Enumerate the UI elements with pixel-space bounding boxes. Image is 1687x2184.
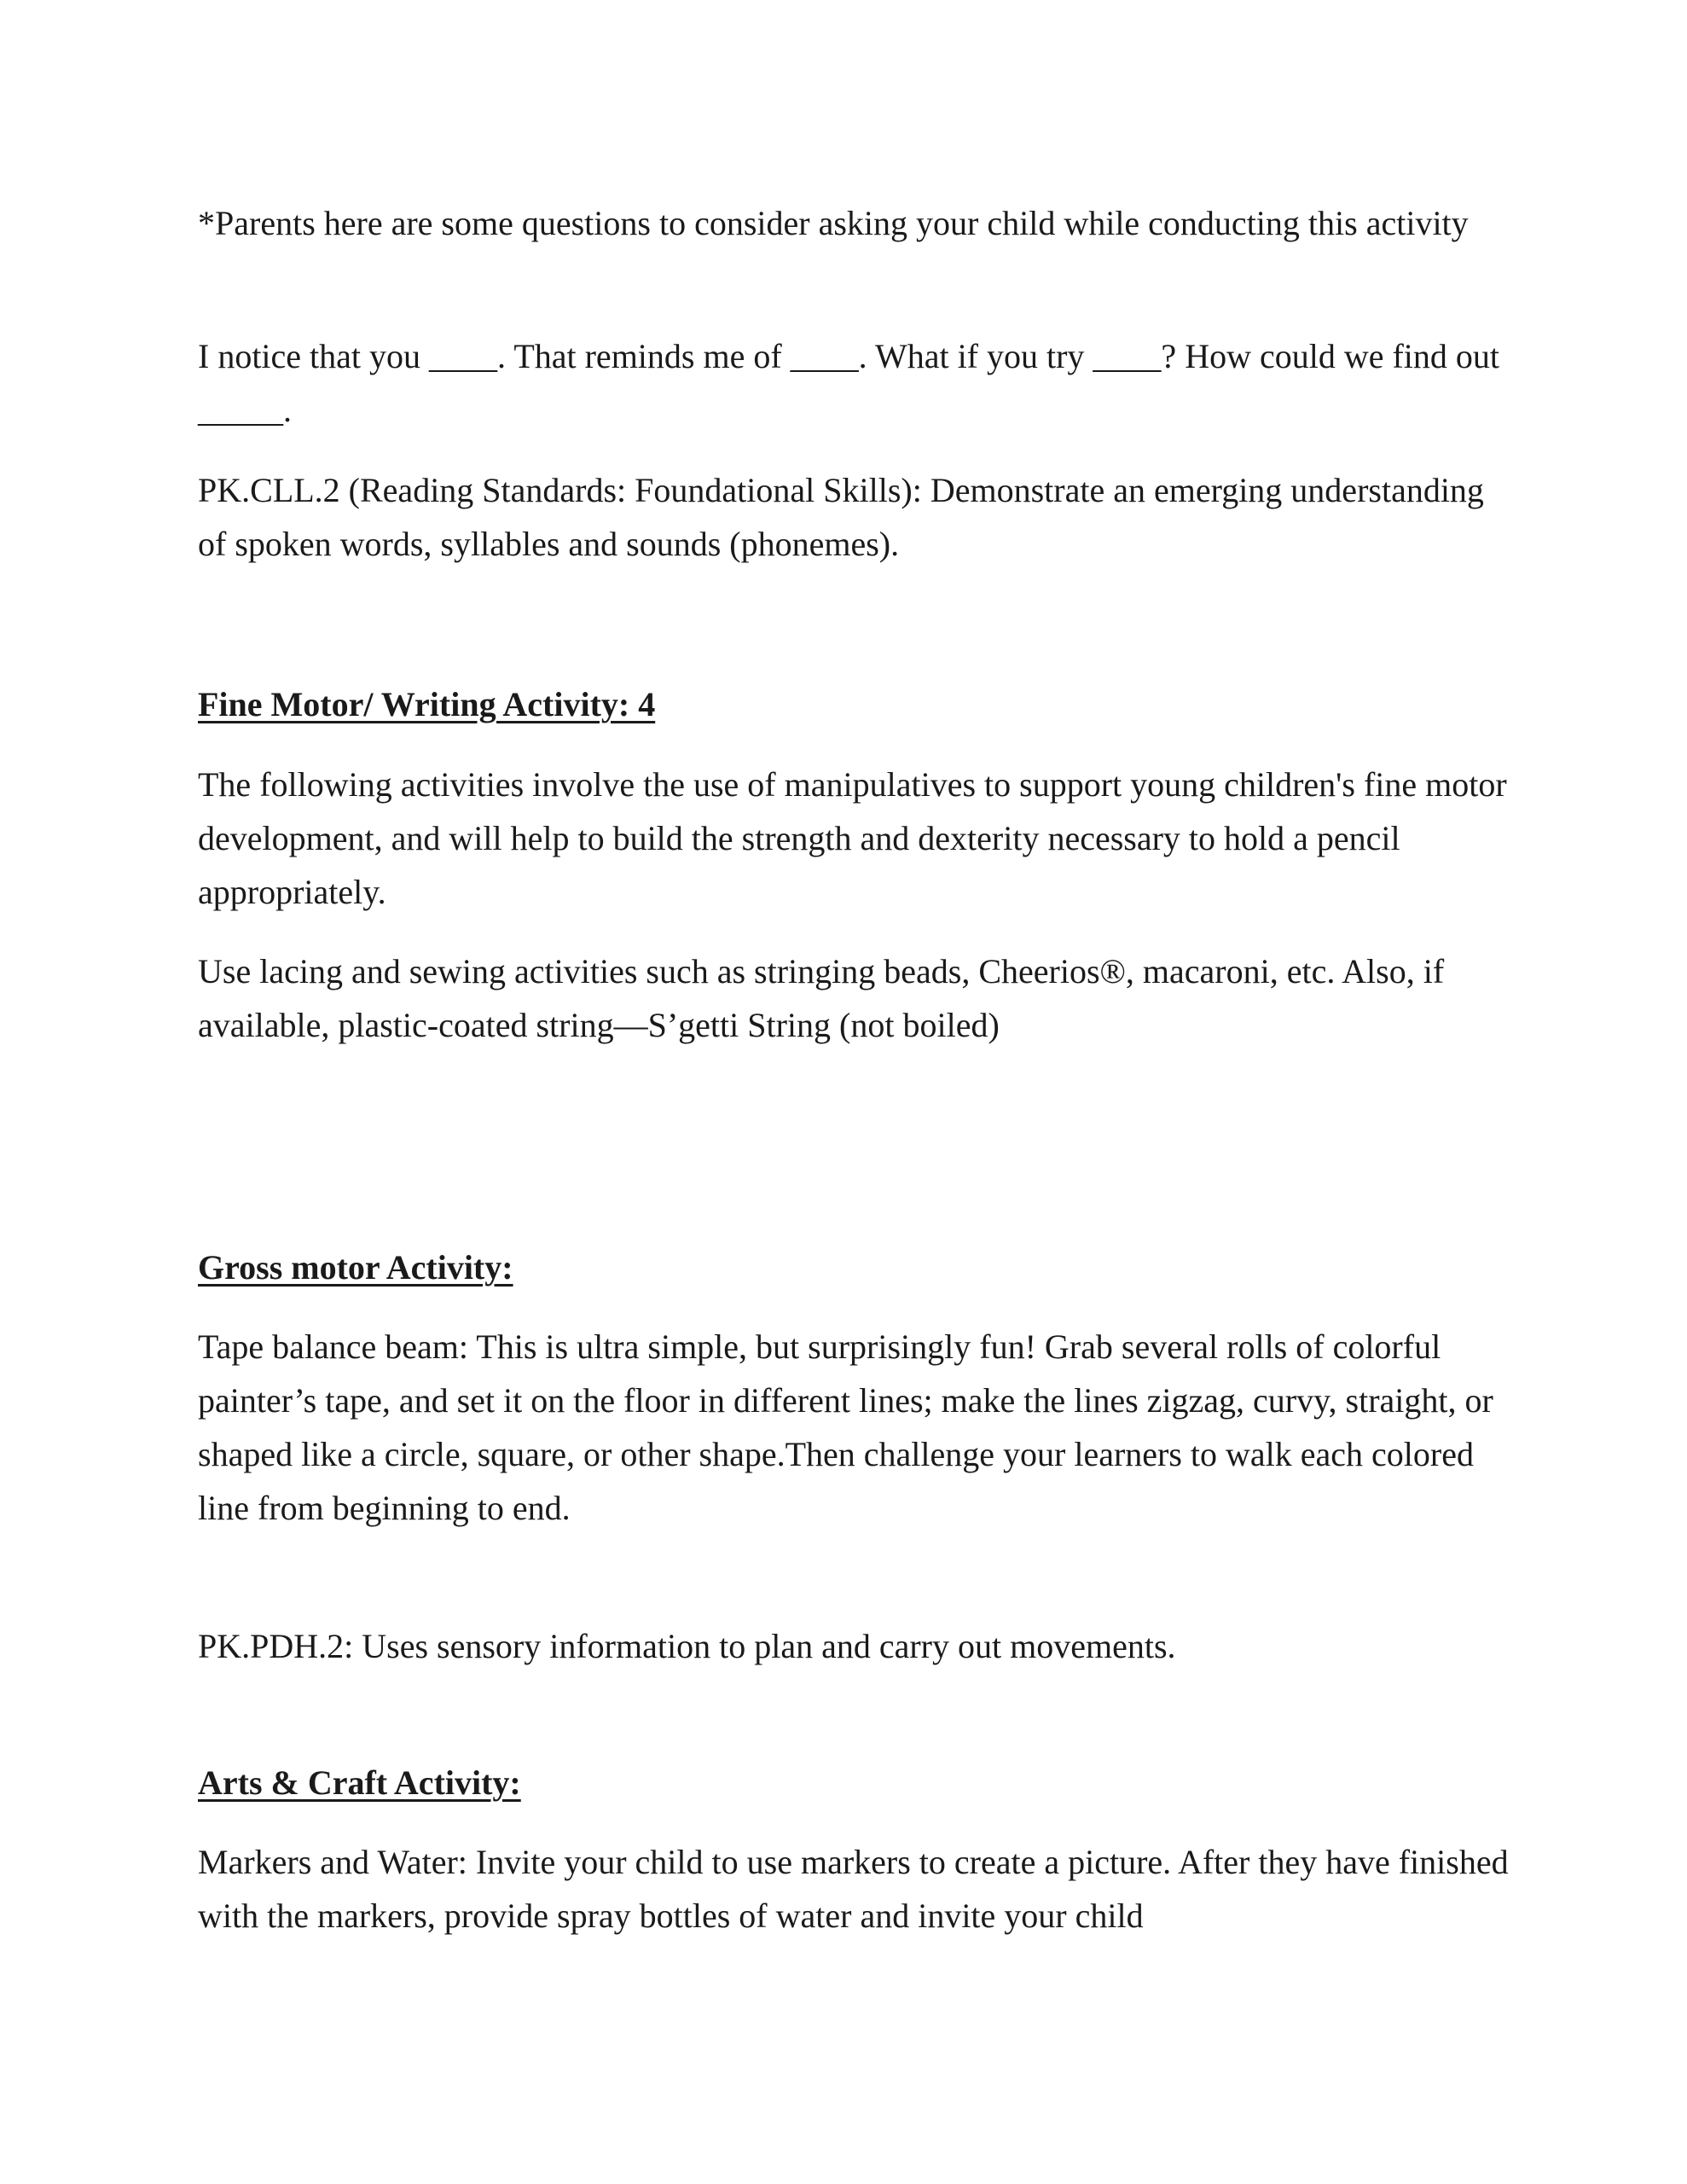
- parent-note-text: *Parents here are some questions to consider asking your child while conducting this activity: [198, 204, 1469, 242]
- gross-motor-section: [198, 1240, 1511, 1294]
- fine-motor-paragraph-2-text: Use lacing and sewing activities such as stringing beads, Cheerios®, macaroni, etc. Also, if available, plastic-coated string—S’getti String (not boiled): [198, 952, 1445, 1044]
- gross-motor-heading: Gross motor Activity:: [198, 1248, 513, 1287]
- arts-craft-section: [198, 1756, 1511, 1809]
- arts-craft-paragraph-text: Markers and Water: Invite your child to use markers to create a picture. After they have finished with the markers, provide spray bottles of water and invite your child: [198, 1843, 1509, 1935]
- standard-pdh-text: PK.PDH.2: Uses sensory information to plan and carry out movements.: [198, 1627, 1176, 1665]
- fine-motor-heading: Fine Motor/ Writing Activity: 4: [198, 685, 656, 723]
- standard-cll: [198, 463, 1511, 571]
- arts-craft-heading: Arts & Craft Activity:: [198, 1763, 521, 1802]
- question-prompts-text: I notice that you ____. That reminds me of ____. What if you try ____? How could we find out _____.: [198, 337, 1500, 429]
- question-prompts: [198, 329, 1511, 437]
- arts-craft-paragraph: [198, 1835, 1511, 1943]
- parent-note: [198, 196, 1511, 250]
- gross-motor-paragraph: [198, 1320, 1511, 1535]
- fine-motor-paragraph-2: [198, 944, 1511, 1052]
- standard-pdh: [198, 1619, 1511, 1673]
- gross-motor-paragraph-text: Tape balance beam: This is ultra simple, but surprisingly fun! Grab several rolls of colorful painter’s tape, and set it on the floor in different lines; make the lines zigzag, curvy, straight, or shaped like a circle, square, or other shape.Then challenge your learners to walk each colored line from beginning to end.: [198, 1327, 1493, 1527]
- fine-motor-paragraph-1-text: The following activities involve the use of manipulatives to support young children's fine motor development, and will help to build the strength and dexterity necessary to hold a pencil appropriately.: [198, 765, 1507, 911]
- standard-cll-text: PK.CLL.2 (Reading Standards: Foundational Skills): Demonstrate an emerging understanding of spoken words, syllables and sounds (phonemes).: [198, 471, 1484, 563]
- fine-motor-paragraph-1: [198, 758, 1511, 919]
- fine-motor-section: [198, 677, 1511, 731]
